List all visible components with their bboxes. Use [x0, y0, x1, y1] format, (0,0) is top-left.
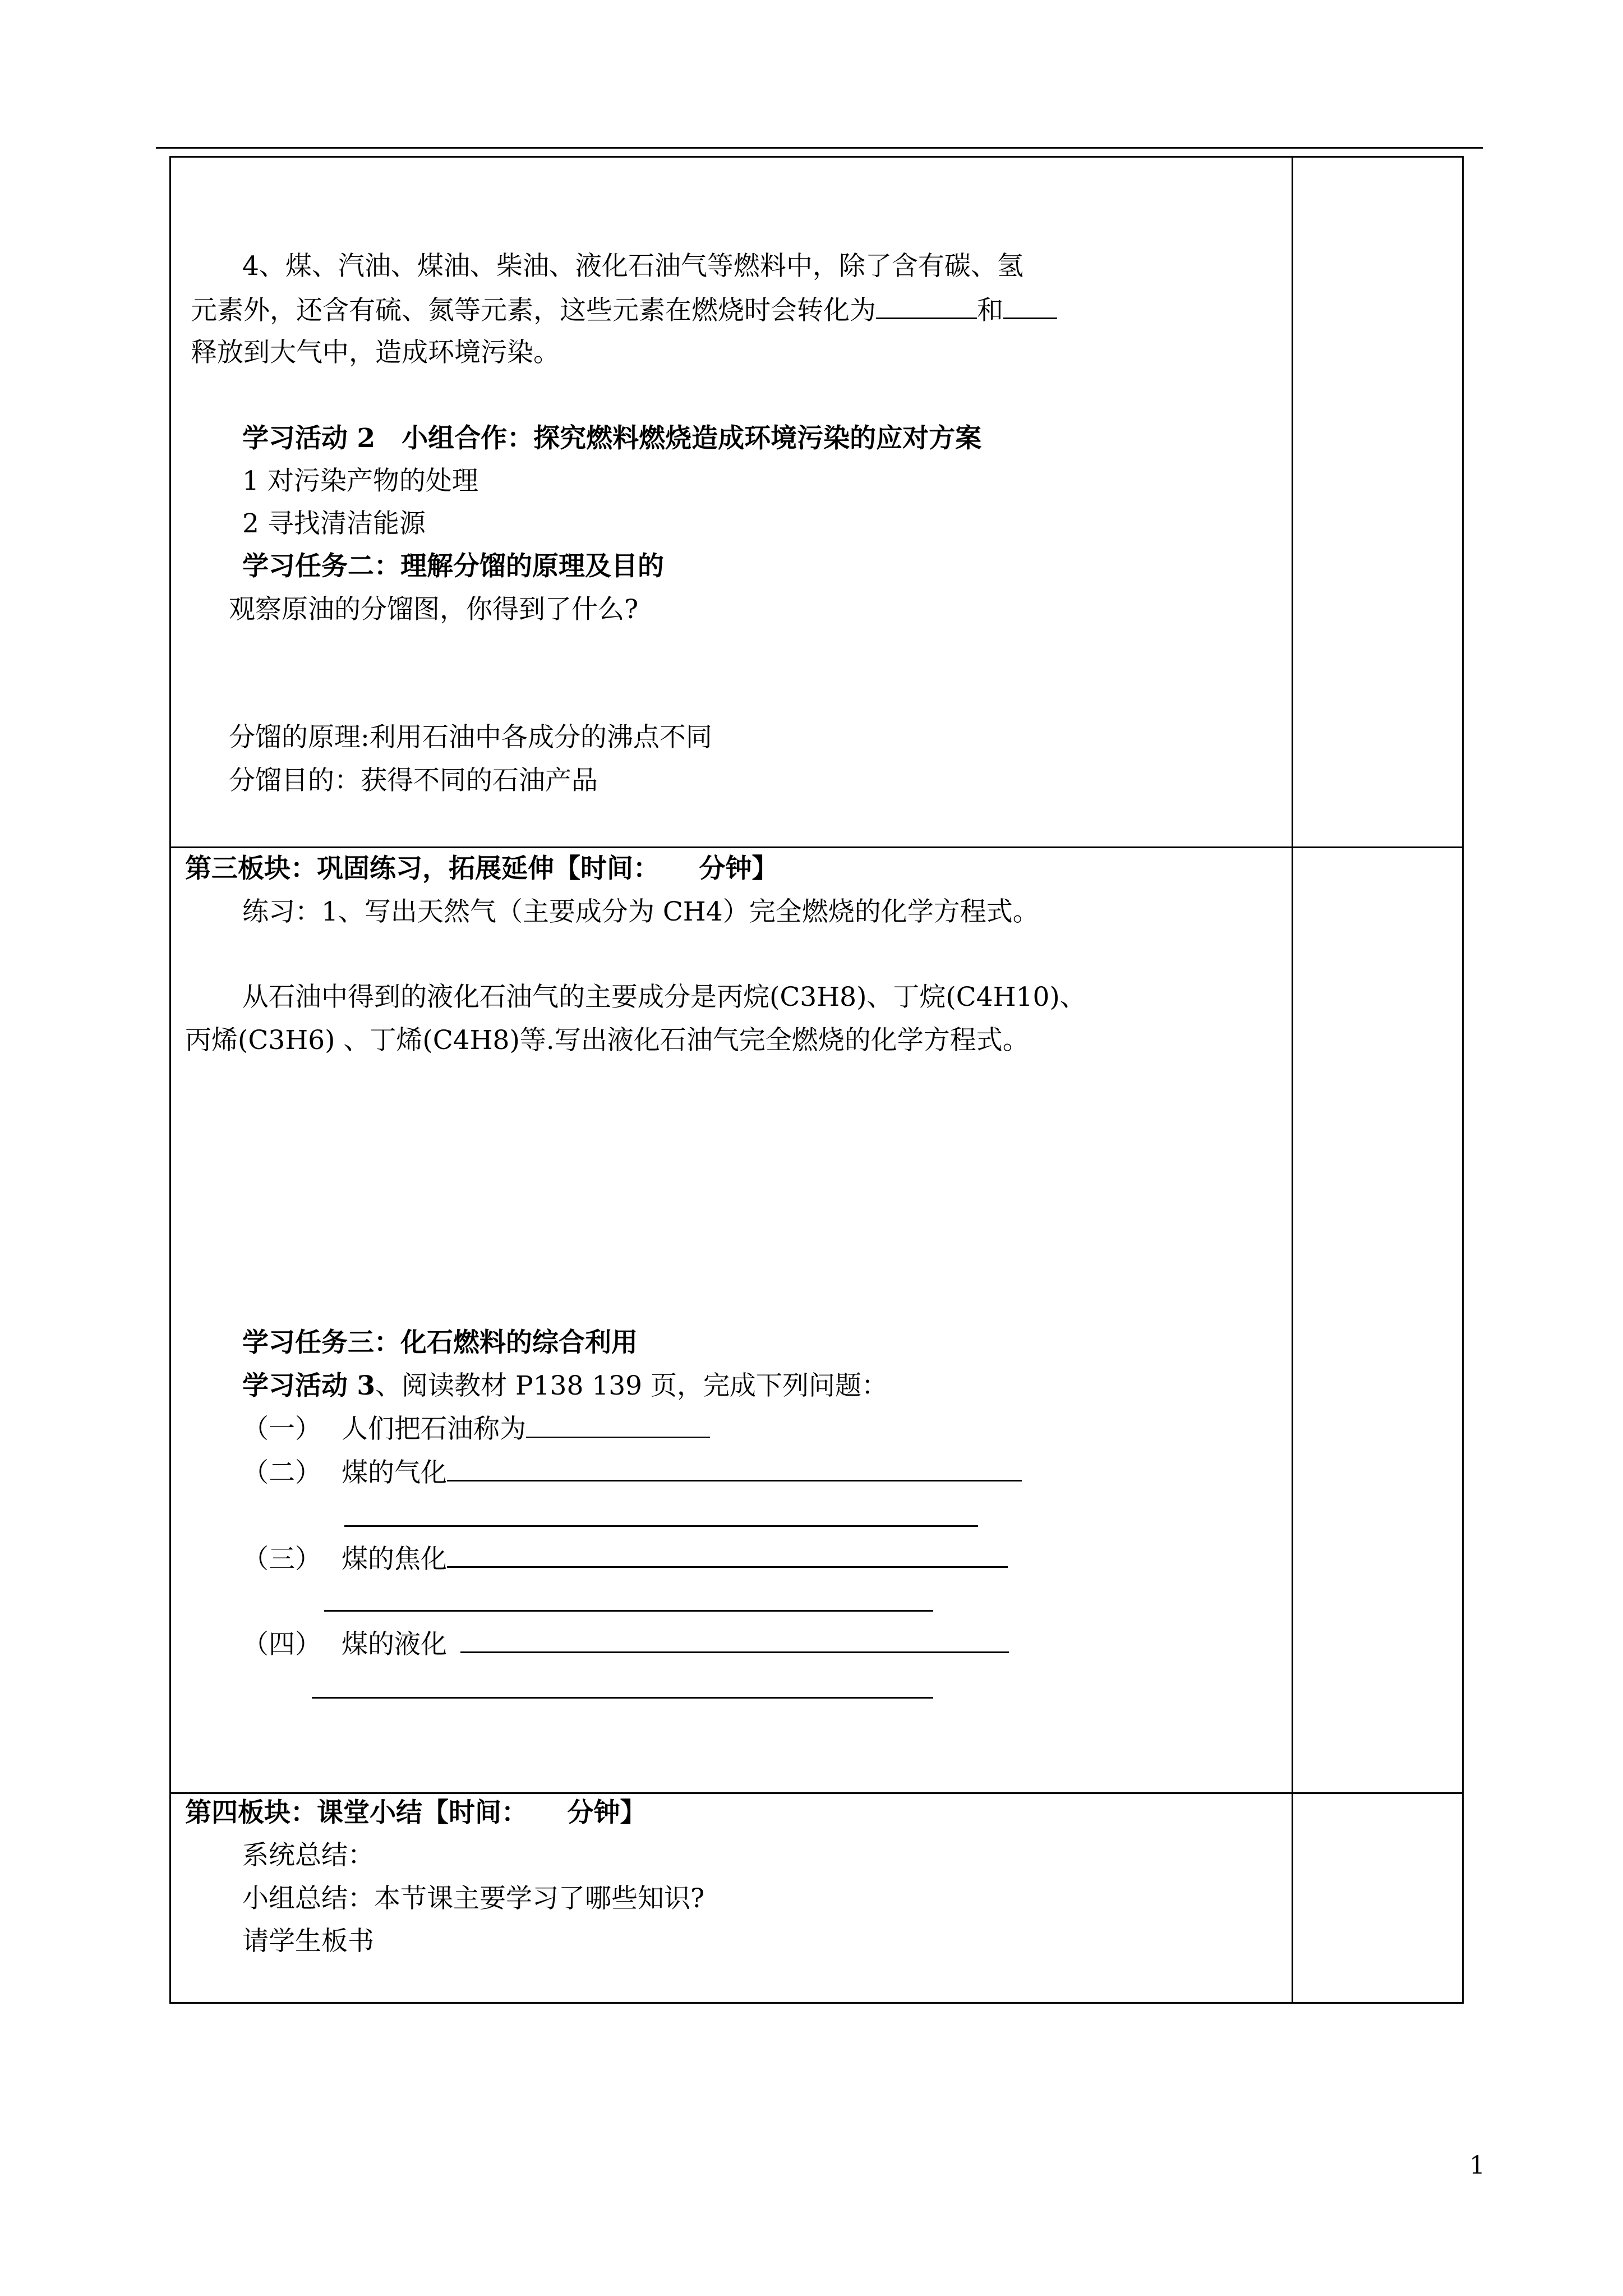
q1-number: （一） — [242, 1414, 321, 1444]
section3-header: 第三板块：巩固练习，拓展延伸【时间： 分钟】 — [185, 853, 778, 884]
exercise-2-line2: 丙烯(C3H6) 、丁烯(C4H8)等.写出液化石油气完全燃烧的化学方程式。 — [185, 1025, 1029, 1056]
item4-and: 和 — [977, 295, 1003, 326]
summary-system: 系统总结： — [242, 1840, 374, 1871]
exercise-1: 练习：1、写出天然气（主要成分为 CH4）完全燃烧的化学方程式。 — [242, 896, 1039, 927]
task2-title: 学习任务二：理解分馏的原理及目的 — [242, 551, 664, 582]
q2-blank-line2 — [344, 1525, 978, 1527]
column-divider — [1292, 158, 1293, 2002]
q4-text: 煤的液化 — [342, 1629, 447, 1660]
point-2: 2 寻找清洁能源 — [242, 508, 426, 539]
q4-blank — [460, 1627, 1009, 1653]
blank-2 — [1003, 293, 1057, 319]
q1-blank — [526, 1412, 710, 1438]
q2-text: 煤的气化 — [342, 1457, 447, 1488]
activity3-line — [242, 1369, 888, 1403]
question-2 — [242, 1455, 1022, 1490]
q2-number: （二） — [242, 1457, 321, 1488]
activity2-title: 学习活动 2 小组合作：探究燃料燃烧造成环境污染的应对方案 — [242, 423, 982, 454]
row-divider-2 — [171, 1792, 1462, 1794]
task3-title: 学习任务三：化石燃料的综合利用 — [242, 1327, 638, 1358]
q3-text: 煤的焦化 — [342, 1544, 447, 1575]
activity3-label: 学习活动 3 — [242, 1370, 376, 1401]
section4-header: 第四板块：课堂小结【时间： 分钟】 — [185, 1797, 647, 1828]
summary-board: 请学生板书 — [242, 1926, 374, 1957]
question-4 — [242, 1627, 1009, 1662]
q4-blank-line2 — [312, 1697, 933, 1699]
item4-line3: 释放到大气中，造成环境污染。 — [191, 337, 560, 368]
header-rule — [156, 147, 1483, 149]
summary-group: 小组总结：本节课主要学习了哪些知识? — [242, 1883, 705, 1914]
q3-number: （三） — [242, 1544, 321, 1575]
exercise-2-line1: 从石油中得到的液化石油气的主要成分是丙烷(C3H8)、丁烷(C4H10)、 — [242, 982, 1086, 1013]
item4-line2-text: 元素外，还含有硫、氮等元素，这些元素在燃烧时会转化为 — [191, 295, 876, 326]
q1-text: 人们把石油称为 — [342, 1414, 526, 1444]
question-1 — [242, 1412, 710, 1446]
q3-blank-line2 — [324, 1610, 933, 1612]
page-number: 1 — [1469, 2151, 1485, 2180]
q3-blank — [447, 1542, 1008, 1568]
observe-question: 观察原油的分馏图，你得到了什么? — [229, 594, 639, 625]
q2-blank — [447, 1455, 1022, 1481]
item4-line2 — [191, 293, 1057, 328]
blank-1 — [876, 293, 977, 319]
row-divider-1 — [171, 846, 1462, 848]
item4-line1: 4、煤、汽油、煤油、柴油、液化石油气等燃料中，除了含有碳、氢 — [242, 251, 1023, 282]
point-1: 1 对污染产物的处理 — [242, 466, 478, 496]
q4-number: （四） — [242, 1629, 321, 1660]
activity3-text: 、阅读教材 P138 139 页，完成下列问题： — [375, 1370, 888, 1401]
principle-text: 分馏的原理:利用石油中各成分的沸点不同 — [229, 722, 712, 753]
purpose-text: 分馏目的：获得不同的石油产品 — [229, 765, 598, 796]
question-3 — [242, 1542, 1008, 1576]
